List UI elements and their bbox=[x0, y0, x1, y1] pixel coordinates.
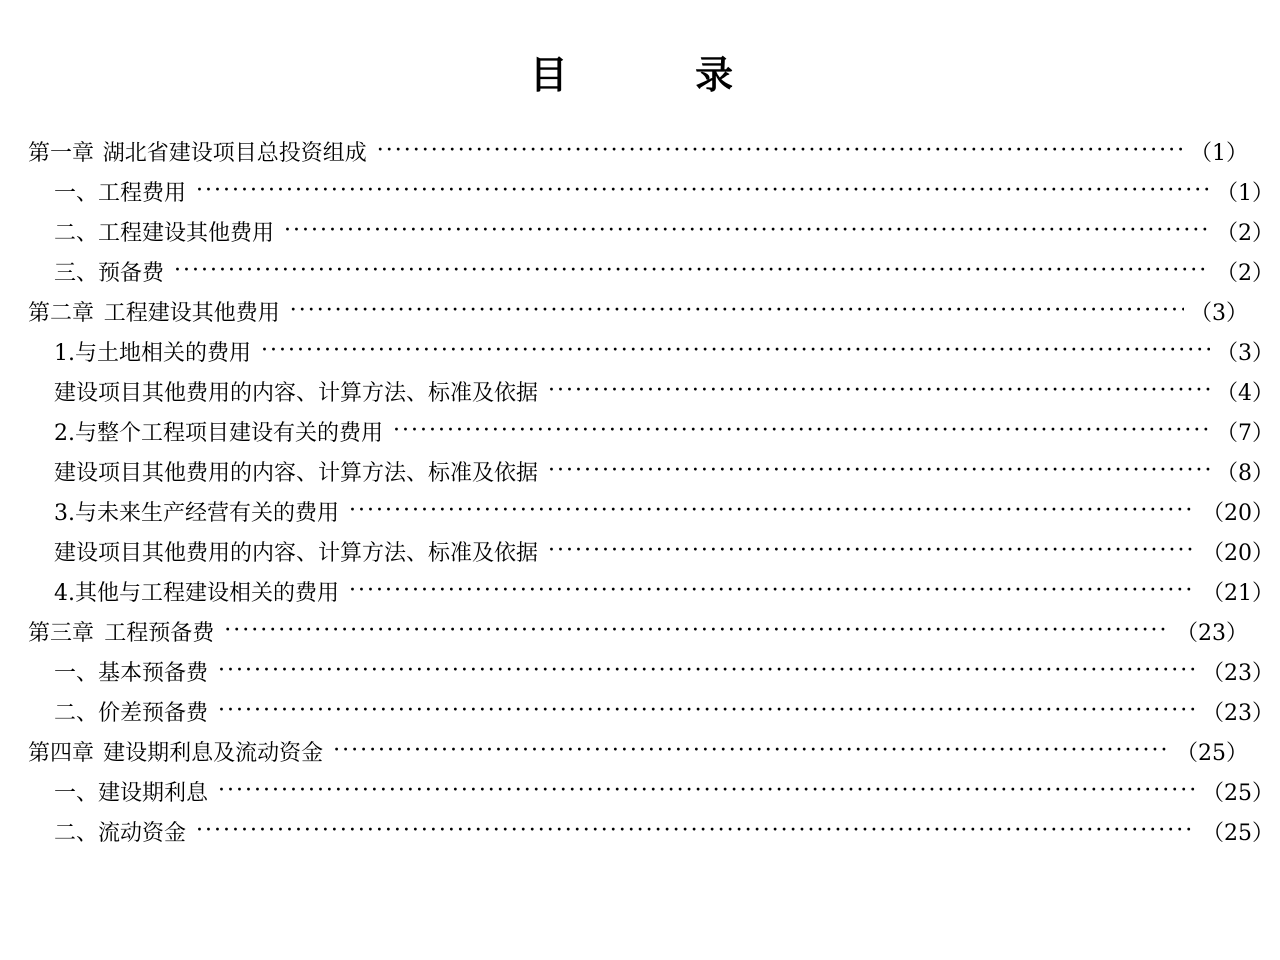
toc-entry[interactable] bbox=[28, 294, 1248, 334]
toc-entry-number: 第三章 bbox=[28, 620, 95, 646]
toc-entry-page-number: （2） bbox=[1216, 260, 1274, 286]
toc-entry-label: 建设项目其他费用的内容、计算方法、标准及依据 bbox=[54, 540, 539, 566]
toc-entry-label: 4.其他与工程建设相关的费用 bbox=[54, 580, 339, 606]
toc-entry[interactable] bbox=[28, 734, 1248, 774]
toc-entry-page-number: （7） bbox=[1216, 420, 1274, 446]
toc-entry-label: 二、价差预备费 bbox=[54, 700, 209, 726]
toc-entry[interactable] bbox=[28, 534, 1274, 574]
toc-leader-dots bbox=[393, 420, 1210, 442]
toc-entry-page-number: （23） bbox=[1202, 700, 1274, 726]
toc-entry-page-number: （23） bbox=[1176, 620, 1248, 646]
toc-entry[interactable] bbox=[28, 494, 1274, 534]
toc-entry-page-number: （25） bbox=[1176, 740, 1248, 766]
toc-leader-dots bbox=[548, 380, 1210, 402]
toc-entry[interactable] bbox=[28, 334, 1274, 374]
toc-entry-number: 第四章 bbox=[28, 740, 95, 766]
toc-entry[interactable] bbox=[28, 694, 1274, 734]
toc-entry-label: 工程建设其他费用 bbox=[103, 300, 280, 326]
toc-entry-label: 一、建设期利息 bbox=[54, 780, 209, 806]
toc-leader-dots bbox=[261, 340, 1210, 362]
page-title: 目 录 bbox=[529, 52, 751, 97]
toc-entry-page-number: （4） bbox=[1216, 380, 1274, 406]
table-of-contents bbox=[28, 134, 1274, 854]
toc-entry[interactable] bbox=[28, 814, 1274, 854]
toc-entry-label: 一、工程费用 bbox=[54, 180, 187, 206]
toc-leader-dots bbox=[218, 700, 1196, 722]
toc-entry-page-number: （2） bbox=[1216, 220, 1274, 246]
toc-entry-page-number: （20） bbox=[1202, 540, 1274, 566]
toc-entry-page-number: （20） bbox=[1202, 500, 1274, 526]
toc-entry[interactable] bbox=[28, 614, 1248, 654]
toc-entry-page-number: （21） bbox=[1202, 580, 1274, 606]
toc-entry[interactable] bbox=[28, 454, 1274, 494]
toc-leader-dots bbox=[548, 460, 1210, 482]
toc-leader-dots bbox=[377, 140, 1184, 162]
toc-entry-page-number: （1） bbox=[1190, 140, 1248, 166]
toc-entry-page-number: （23） bbox=[1202, 660, 1274, 686]
toc-entry[interactable] bbox=[28, 654, 1274, 694]
toc-leader-dots bbox=[290, 300, 1184, 322]
toc-entry[interactable] bbox=[28, 374, 1274, 414]
toc-entry[interactable] bbox=[28, 174, 1274, 214]
toc-entry-label: 3.与未来生产经营有关的费用 bbox=[54, 500, 339, 526]
toc-entry-label: 湖北省建设项目总投资组成 bbox=[102, 140, 367, 166]
toc-leader-dots bbox=[196, 820, 1196, 842]
toc-leader-dots bbox=[174, 260, 1210, 282]
toc-entry-label: 2.与整个工程项目建设有关的费用 bbox=[54, 420, 383, 446]
toc-entry[interactable] bbox=[28, 254, 1274, 294]
toc-entry-number: 第二章 bbox=[28, 300, 95, 326]
toc-entry-label: 建设项目其他费用的内容、计算方法、标准及依据 bbox=[54, 380, 539, 406]
toc-entry[interactable] bbox=[28, 774, 1274, 814]
toc-leader-dots bbox=[349, 500, 1196, 522]
toc-entry-label: 三、预备费 bbox=[54, 260, 165, 286]
toc-entry-page-number: （25） bbox=[1202, 820, 1274, 846]
toc-entry-label: 二、流动资金 bbox=[54, 820, 187, 846]
toc-entry-label: 1.与土地相关的费用 bbox=[54, 340, 251, 366]
toc-entry[interactable] bbox=[28, 574, 1274, 614]
toc-entry-page-number: （25） bbox=[1202, 780, 1274, 806]
toc-entry-label: 二、工程建设其他费用 bbox=[54, 220, 275, 246]
toc-leader-dots bbox=[218, 660, 1196, 682]
toc-entry-page-number: （8） bbox=[1216, 460, 1274, 486]
toc-entry-label: 一、基本预备费 bbox=[54, 660, 209, 686]
toc-leader-dots bbox=[284, 220, 1210, 242]
toc-entry-label: 工程预备费 bbox=[104, 620, 215, 646]
toc-entry[interactable] bbox=[28, 134, 1248, 174]
toc-entry-page-number: （3） bbox=[1216, 340, 1274, 366]
toc-entry-number: 第一章 bbox=[28, 140, 95, 166]
toc-leader-dots bbox=[548, 540, 1196, 562]
toc-leader-dots bbox=[224, 620, 1170, 642]
toc-entry-page-number: （3） bbox=[1190, 300, 1248, 326]
toc-leader-dots bbox=[218, 780, 1196, 802]
toc-leader-dots bbox=[196, 180, 1210, 202]
toc-entry-label: 建设项目其他费用的内容、计算方法、标准及依据 bbox=[54, 460, 539, 486]
toc-entry-page-number: （1） bbox=[1216, 180, 1274, 206]
toc-entry[interactable] bbox=[28, 414, 1274, 454]
toc-leader-dots bbox=[349, 580, 1196, 602]
toc-entry[interactable] bbox=[28, 214, 1274, 254]
toc-entry-label: 建设期利息及流动资金 bbox=[103, 740, 324, 766]
toc-leader-dots bbox=[333, 740, 1170, 762]
